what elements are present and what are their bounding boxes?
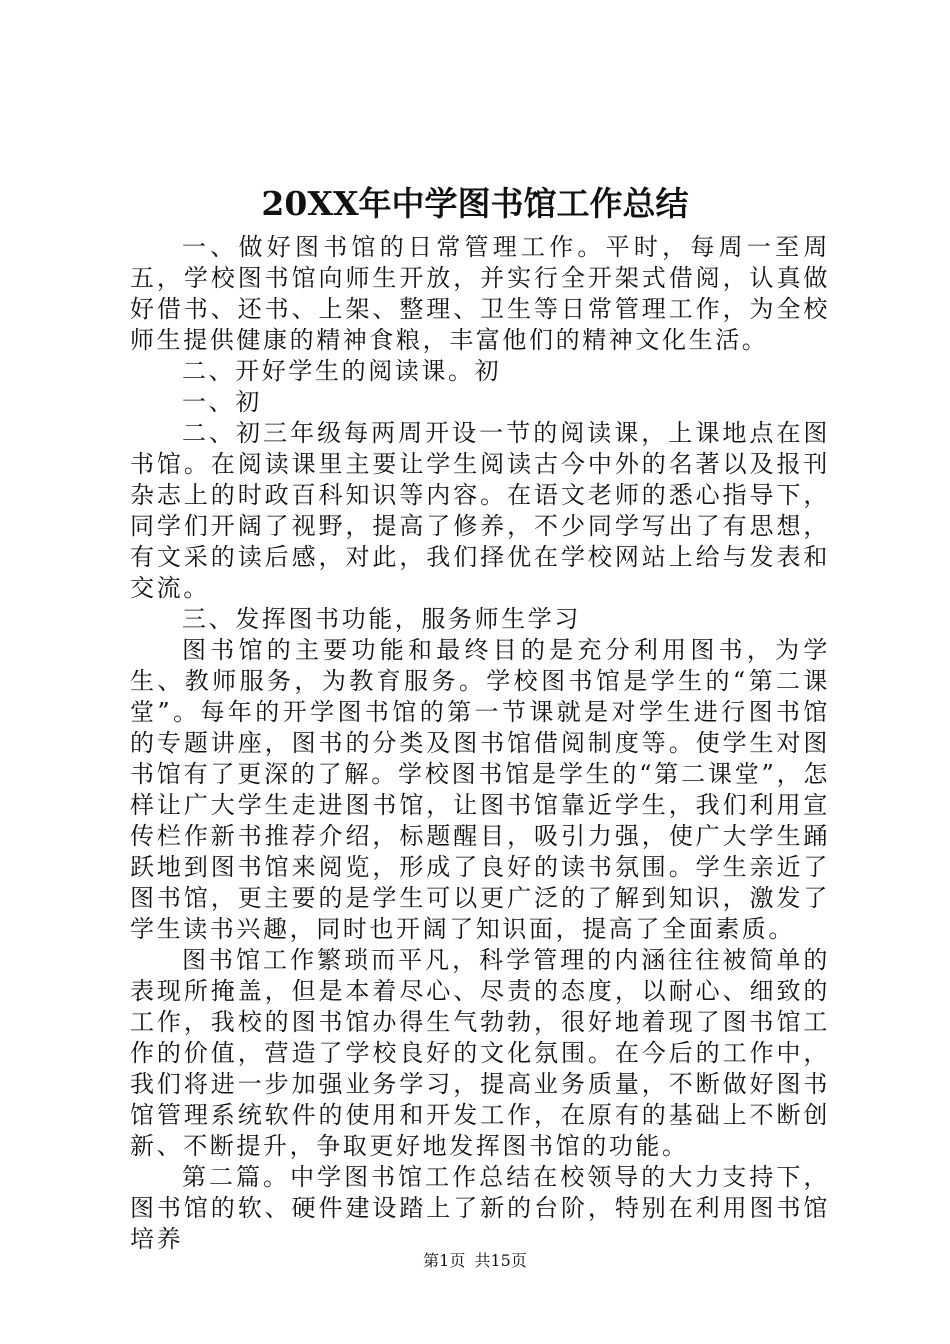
paragraph-5: 三、发挥图书功能，服务师生学习 — [182, 605, 581, 633]
document-title: 20XX年中学图书馆工作总结 — [261, 184, 689, 223]
document-body — [130, 232, 830, 1255]
paragraph-7: 图书馆工作繁琐而平凡，科学管理的内涵往往被简单的表现所掩盖，但是本着尽心、尽责的态度，以耐心、细致的工作，我校的图书馆办得生气勃勃，很好地着现了图书馆工作的价值，营造了学校良好的文化氛围。在今后的工作中，我们将进一步加强业务学习，提高业务质量，不断做好图书馆管理系统软件的使用和开发工作，在原有的基础上不断创新、不断提升，争取更好地发挥图书馆的功能。 — [130, 946, 830, 1160]
paragraph-6: 图书馆的主要功能和最终目的是充分利用图书，为学生、教师服务，为教育服务。学校图书馆是学生的“第二课堂”。每年的开学图书馆的第一节课就是对学生进行图书馆的专题讲座，图书的分类及图书馆借阅制度等。使学生对图书馆有了更深的了解。学校图书馆是学生的“第二课堂”，怎样让广大学生走进图书馆，让图书馆靠近学生，我们利用宣传栏作新书推荐介绍，标题醒目，吸引力强，使广大学生踊跃地到图书馆来阅览，形成了良好的读书氛围。学生亲近了图书馆，更主要的是学生可以更广泛的了解到知识，激发了学生读书兴趣，同时也开阔了知识面，提高了全面素质。 — [130, 636, 830, 943]
paragraph-3: 一、初 — [182, 388, 262, 416]
page-number: 第1页 — [423, 1251, 466, 1270]
paragraph-4: 二、初三年级每两周开设一节的阅读课，上课地点在图书馆。在阅读课里主要让学生阅读古今中外的名著以及报刊杂志上的时政百科知识等内容。在语文老师的悉心指导下，同学们开阔了视野，提高了修养，不少同学写出了有思想，有文采的读后感，对此，我们择优在学校网站上给与发表和交流。 — [130, 419, 830, 602]
paragraph-2: 二、开好学生的阅读课。初 — [182, 357, 502, 385]
total-pages: 共15页 — [474, 1251, 527, 1270]
paragraph-8: 第二篇。中学图书馆工作总结在校领导的大力支持下，图书馆的软、硬件建设踏上了新的台阶，特别在利用图书馆培养 — [130, 1163, 830, 1253]
page-footer — [0, 1250, 950, 1272]
paragraph-1: 一、做好图书馆的日常管理工作。平时，每周一至周五，学校图书馆向师生开放，并实行全开架式借阅，认真做好借书、还书、上架、整理、卫生等日常管理工作，为全校师生提供健康的精神食粮，丰富他们的精神文化生活。 — [130, 233, 830, 354]
